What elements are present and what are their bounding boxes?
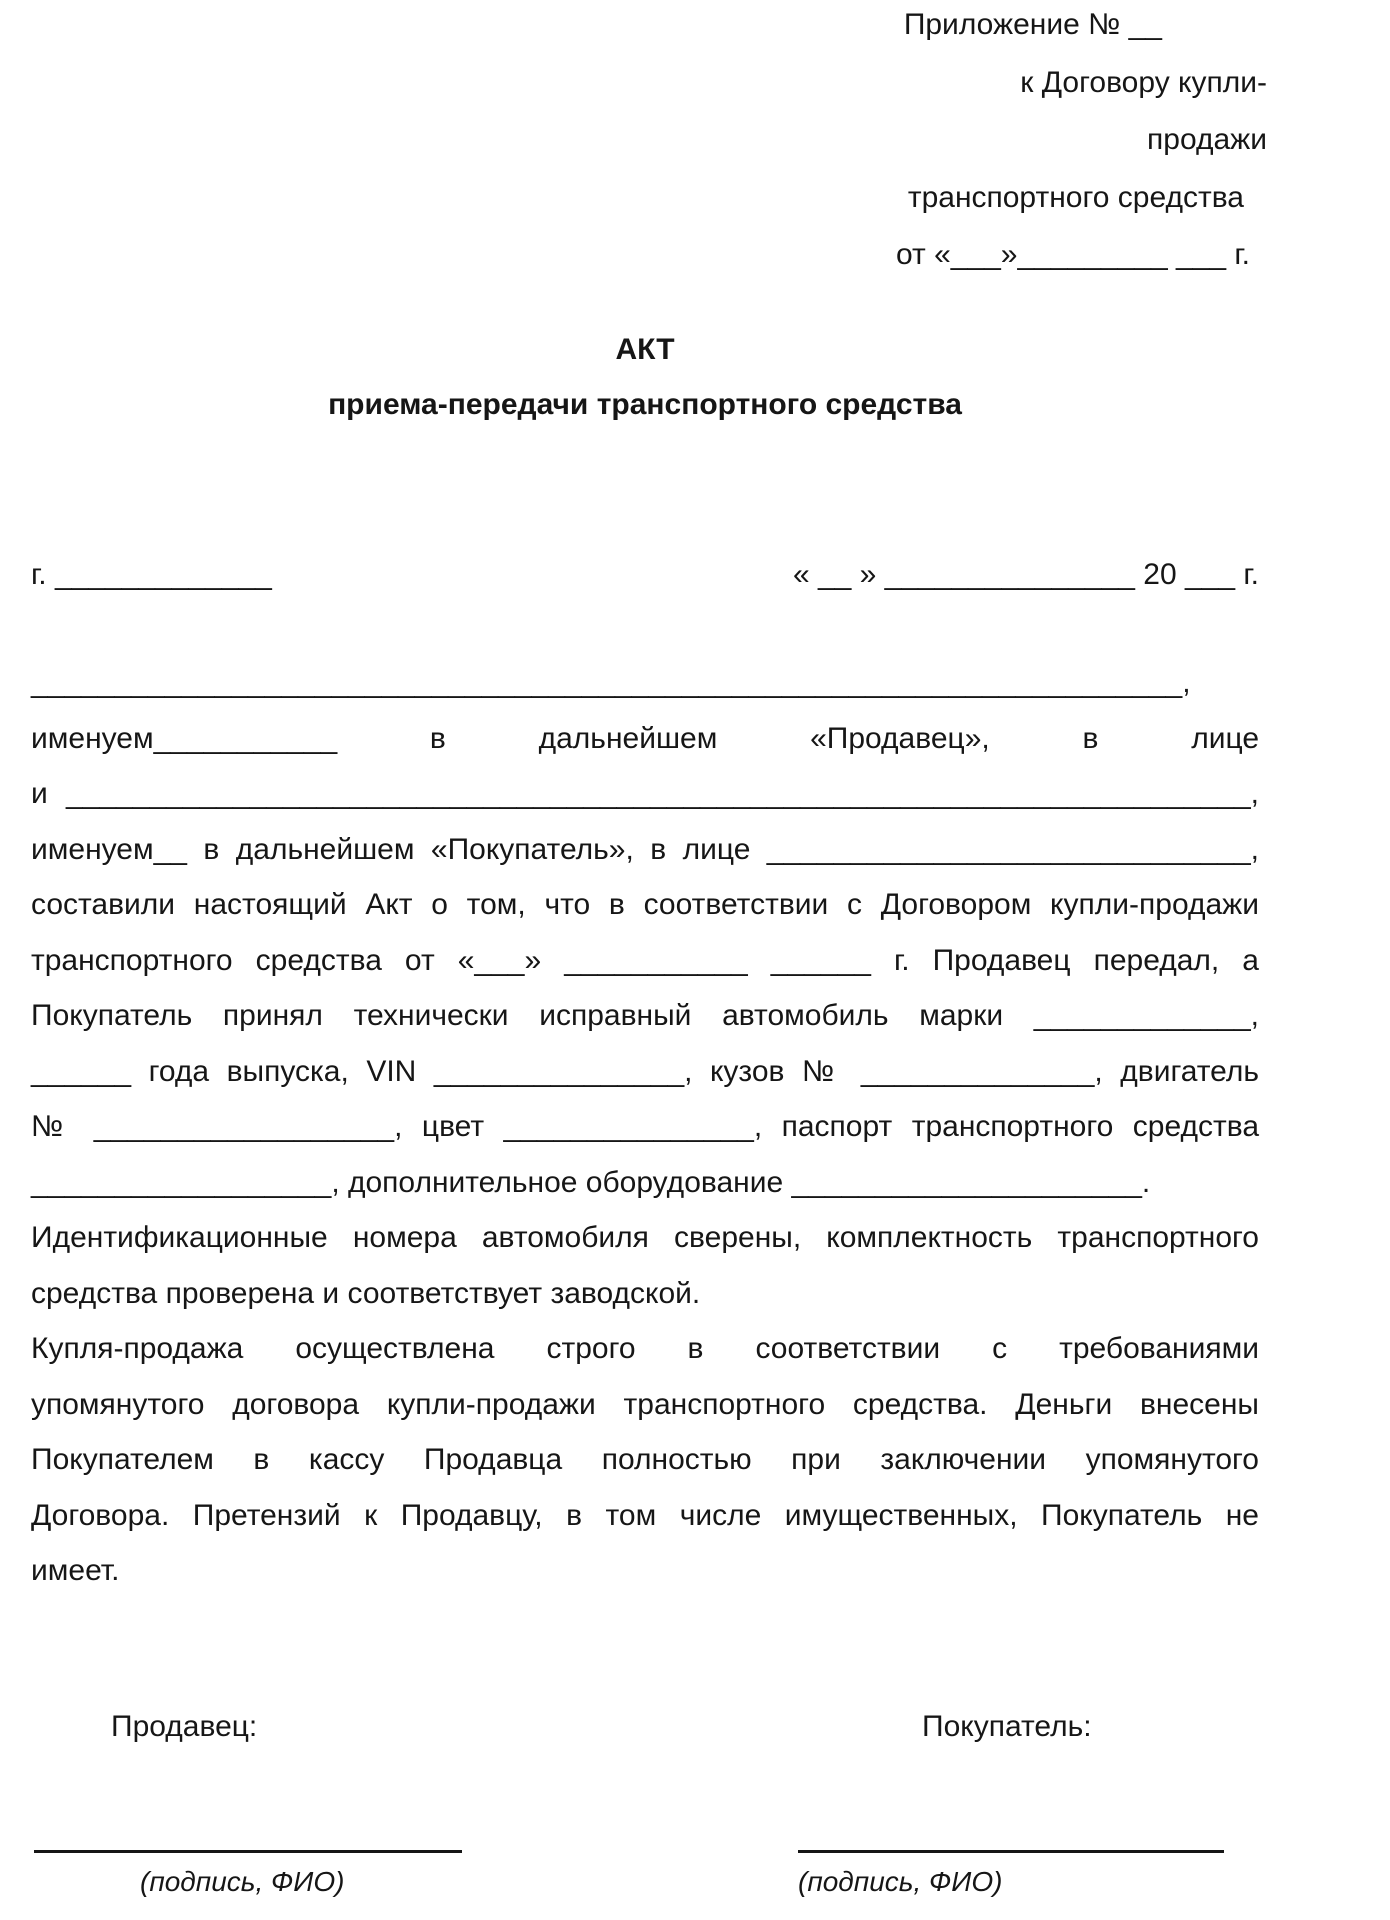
document-title bbox=[31, 322, 1259, 432]
buyer-signature-line bbox=[798, 1830, 1224, 1853]
title-subtitle: приема-передачи транспортного средства bbox=[328, 388, 962, 421]
act-body-line: ______ года выпуска, VIN _______________, кузов № ______________, двигатель bbox=[31, 1054, 1259, 1088]
act-body-line: транспортного средства от «___» ___________ ______ г. Продавец передал, а bbox=[31, 943, 1259, 977]
act-body-line: _____________________________________________________________________, bbox=[31, 666, 1191, 699]
buyer-label: Покупатель: bbox=[922, 1710, 1092, 1743]
act-body-line: Договора. Претензий к Продавцу, в том числе имущественных, Покупатель не bbox=[31, 1498, 1259, 1532]
act-body-line: средства проверена и соответствует заводской. bbox=[31, 1276, 701, 1310]
header-line: к Договору купли- bbox=[1020, 65, 1267, 99]
buyer-signature-caption: (подпись, ФИО) bbox=[798, 1866, 1003, 1897]
date-field: « __ » _______________ 20 ___ г. bbox=[792, 558, 1259, 591]
document-header bbox=[837, 0, 1267, 284]
act-body-line: № __________________, цвет _______________, паспорт транспортного средства bbox=[31, 1110, 1259, 1143]
act-body bbox=[31, 655, 1259, 1599]
act-body-line: упомянутого договора купли-продажи транспортного средства. Деньги внесены bbox=[31, 1387, 1259, 1421]
header-line: Приложение № __ bbox=[903, 8, 1162, 41]
act-body-line: и _______________________________________________________________________, bbox=[31, 777, 1259, 810]
act-body-line: Идентификационные номера автомобиля сверены, комплектность транспортного bbox=[31, 1221, 1259, 1254]
seller-signature-caption: (подпись, ФИО) bbox=[140, 1866, 345, 1897]
header-line: от «___»_________ ___ г. bbox=[895, 238, 1250, 271]
title-act: АКТ bbox=[615, 333, 675, 366]
seller-signature-line bbox=[34, 1830, 462, 1853]
act-body-line: имеет. bbox=[31, 1554, 120, 1587]
act-body-line: именуем__ в дальнейшем «Покупатель», в лице _____________________________, bbox=[31, 832, 1259, 866]
header-line: продажи bbox=[1147, 123, 1267, 156]
seller-label: Продавец: bbox=[111, 1710, 258, 1743]
act-body-line: Покупателем в кассу Продавца полностью при заключении упомянутого bbox=[31, 1443, 1259, 1476]
header-line: транспортного средства bbox=[907, 180, 1244, 214]
place-field: г. _____________ bbox=[31, 558, 272, 591]
act-body-line: Покупатель принял технически исправный автомобиль марки _____________, bbox=[31, 999, 1259, 1032]
act-body-line: __________________, дополнительное оборудование _____________________. bbox=[31, 1165, 1151, 1199]
act-body-line: составили настоящий Акт о том, что в соответствии с Договором купли-продажи bbox=[31, 888, 1259, 921]
act-body-line: именуем___________ в дальнейшем «Продавец», в лице bbox=[31, 721, 1259, 755]
place-date-line bbox=[31, 547, 1259, 602]
act-body-line: Купля-продажа осуществлена строго в соответствии с требованиями bbox=[31, 1332, 1259, 1365]
